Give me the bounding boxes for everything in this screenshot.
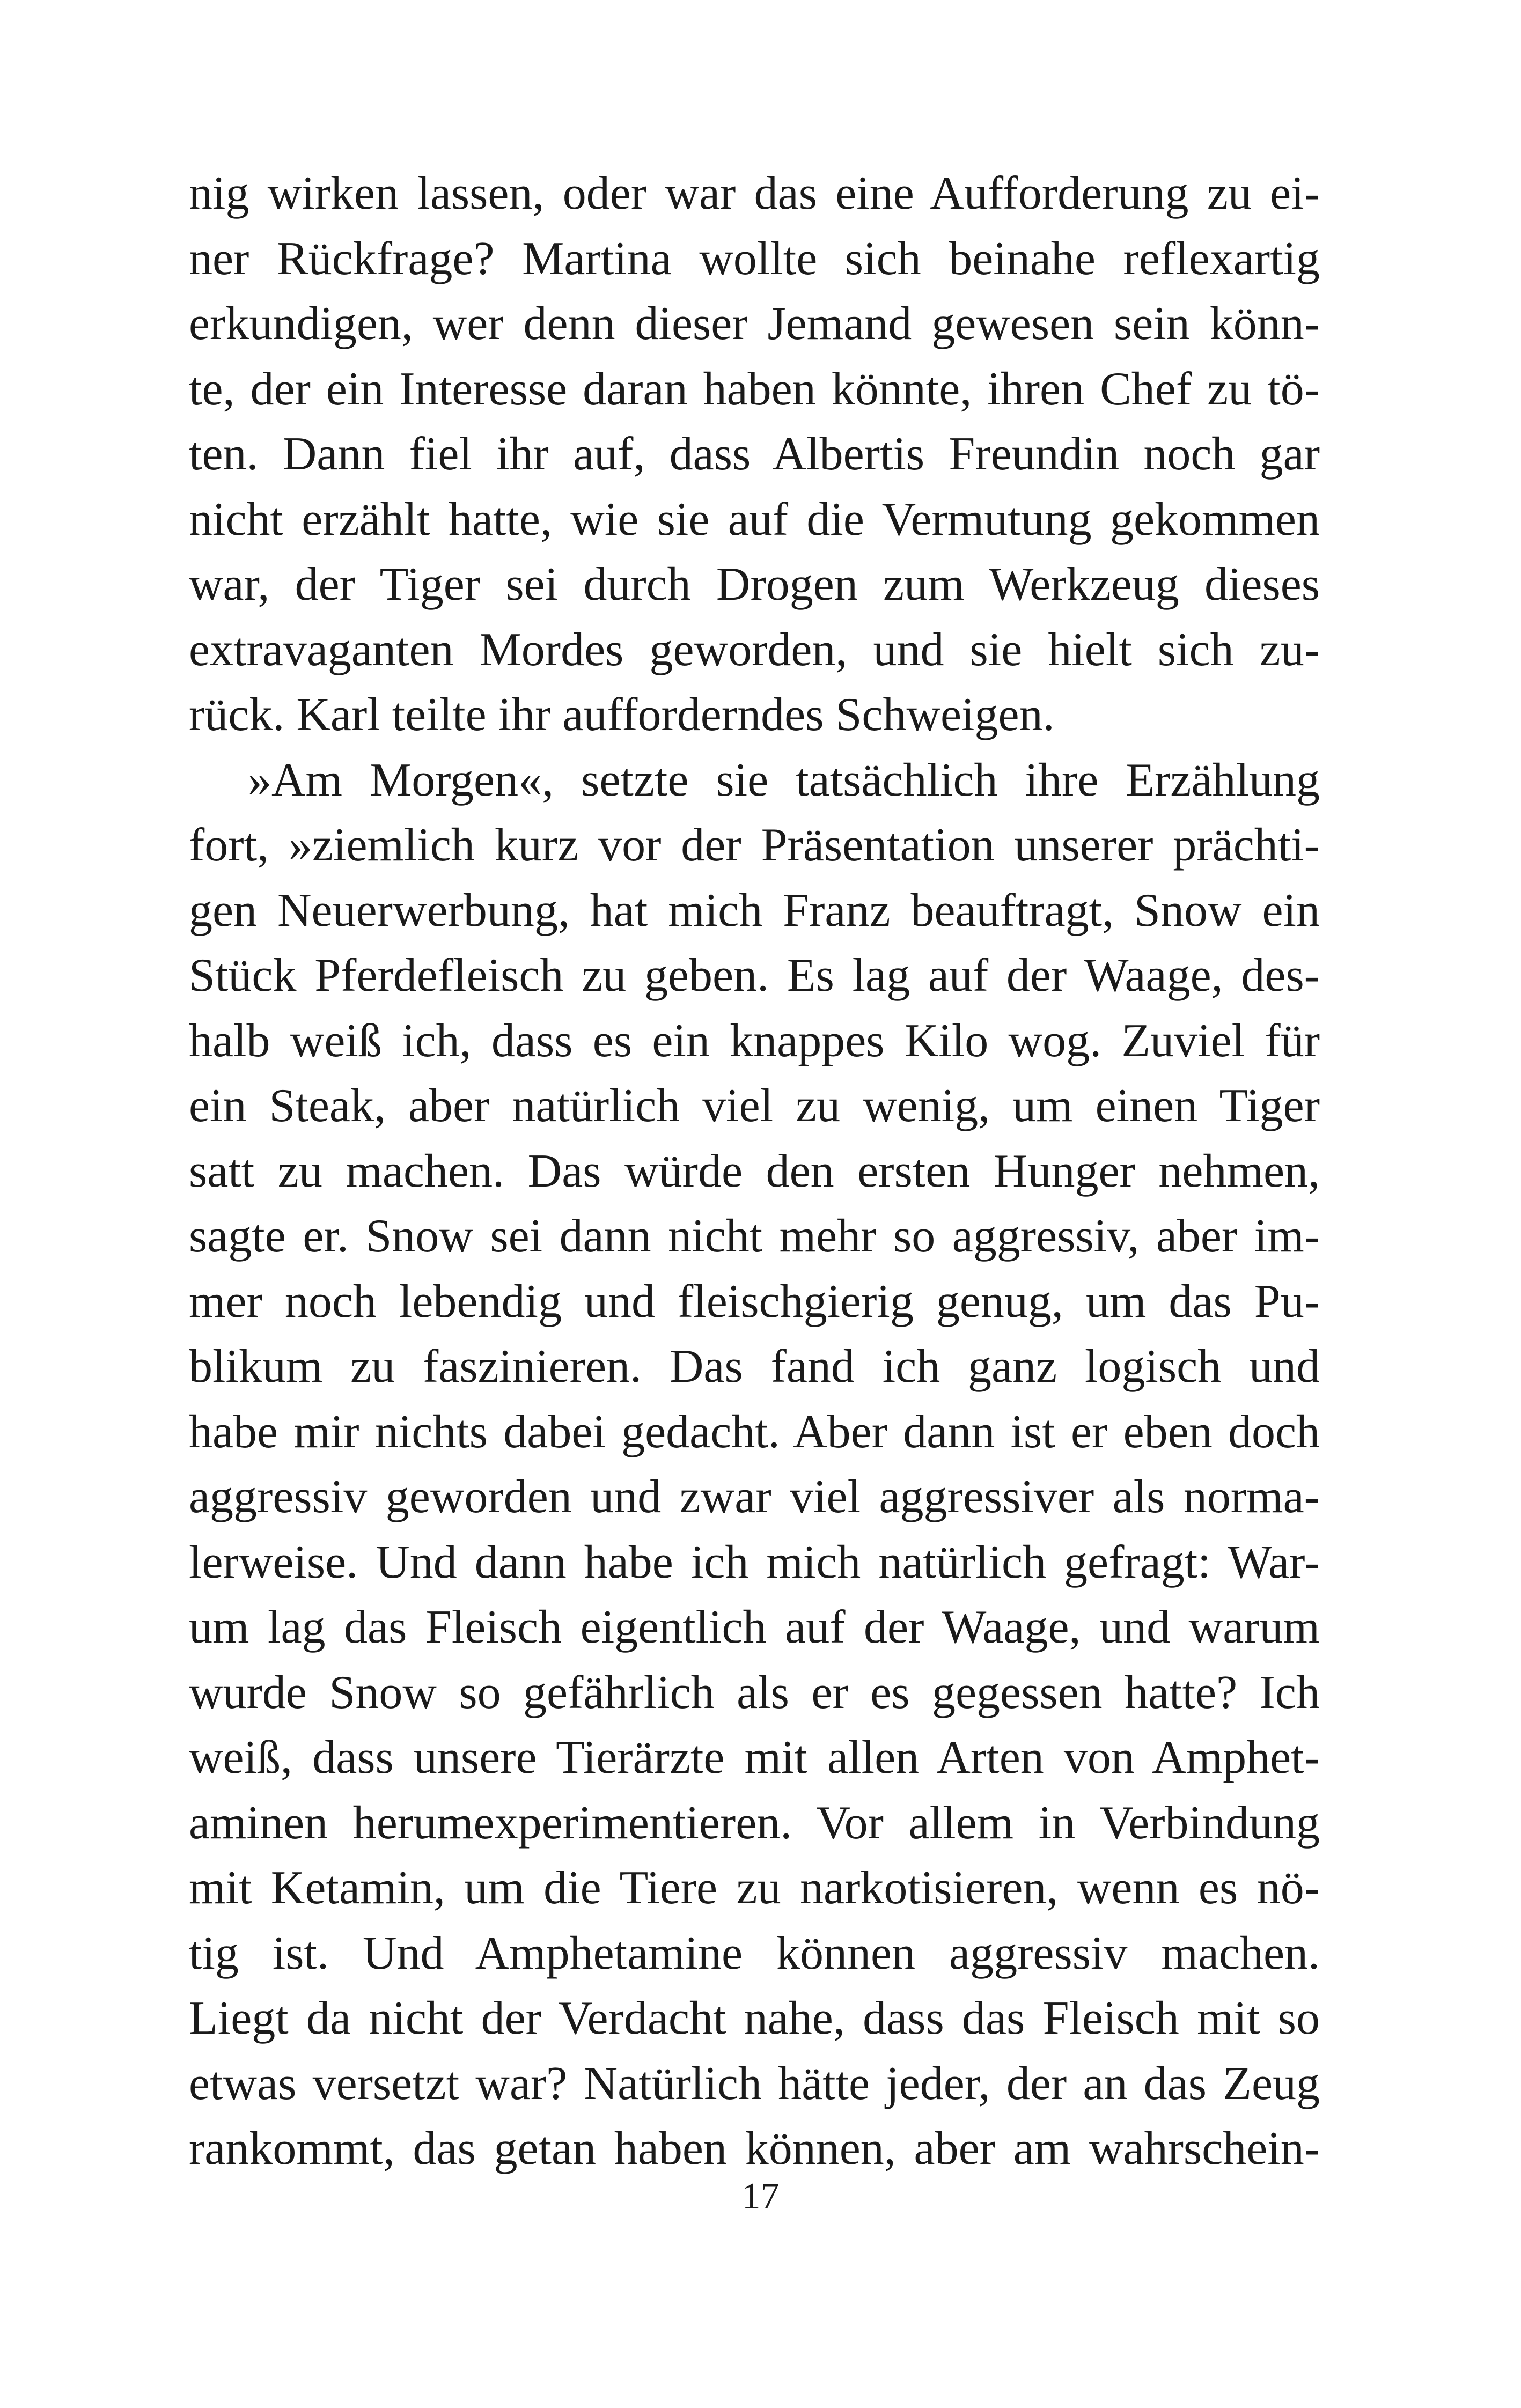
text-line: sagte er. Snow sei dann nicht mehr so aggressiv, aber im- <box>189 1210 1320 1262</box>
text-line: Stück Pferdefleisch zu geben. Es lag auf der Waage, des- <box>189 949 1320 1002</box>
text-line: satt zu machen. Das würde den ersten Hunger nehmen, <box>189 1145 1320 1197</box>
text-line: Liegt da nicht der Verdacht nahe, dass das Fleisch mit so <box>189 1992 1320 2044</box>
text-line: ner Rückfrage? Martina wollte sich beinahe reflexartig <box>189 232 1320 285</box>
text-line: te, der ein Interesse daran haben könnte, ihren Chef zu tö- <box>189 363 1320 415</box>
text-line: »Am Morgen«, setzte sie tatsächlich ihre Erzählung <box>248 754 1320 806</box>
text-line: tig ist. Und Amphetamine können aggressiv machen. <box>189 1927 1320 1979</box>
text-line: lerweise. Und dann habe ich mich natürlich gefragt: War- <box>189 1536 1320 1588</box>
paragraph-2 <box>189 748 1320 2182</box>
text-line: rück. Karl teilte ihr aufforderndes Schweigen. <box>189 689 1055 741</box>
page-number: 17 <box>741 2176 780 2217</box>
text-line: mer noch lebendig und fleischgierig genug, um das Pu- <box>189 1275 1320 1328</box>
text-line: fort, »ziemlich kurz vor der Präsentation unserer prächti- <box>189 819 1320 871</box>
text-line: mit Ketamin, um die Tiere zu narkotisieren, wenn es nö- <box>189 1862 1320 1914</box>
text-line: ein Steak, aber natürlich viel zu wenig, um einen Tiger <box>189 1080 1320 1132</box>
text-line: wurde Snow so gefährlich als er es gegessen hatte? Ich <box>189 1666 1320 1719</box>
text-line: aggressiv geworden und zwar viel aggressiver als norma- <box>189 1471 1320 1523</box>
text-line: blikum zu faszinieren. Das fand ich ganz logisch und <box>189 1341 1320 1393</box>
text-line: habe mir nichts dabei gedacht. Aber dann ist er eben doch <box>189 1405 1320 1458</box>
text-line: erkundigen, wer denn dieser Jemand gewesen sein könn- <box>189 298 1320 350</box>
text-line: war, der Tiger sei durch Drogen zum Werkzeug dieses <box>189 558 1320 610</box>
text-line: gen Neuerwerbung, hat mich Franz beauftragt, Snow ein <box>189 884 1320 937</box>
text-line: etwas versetzt war? Natürlich hätte jeder, der an das Zeug <box>189 2057 1320 2110</box>
text-line: halb weiß ich, dass es ein knappes Kilo wog. Zuviel für <box>189 1014 1320 1067</box>
text-line: extravaganten Mordes geworden, und sie hielt sich zu- <box>189 623 1320 676</box>
text-line: um lag das Fleisch eigentlich auf der Waage, und warum <box>189 1601 1320 1653</box>
text-line: weiß, dass unsere Tierärzte mit allen Arten von Amphet- <box>189 1732 1320 1784</box>
text-line: nig wirken lassen, oder war das eine Aufforderung zu ei- <box>189 167 1320 219</box>
text-line: nicht erzählt hatte, wie sie auf die Vermutung gekommen <box>189 493 1320 546</box>
text-line: aminen herumexperimentieren. Vor allem in Verbindung <box>189 1796 1320 1849</box>
text-line: rankommt, das getan haben können, aber am wahrschein- <box>189 2123 1320 2175</box>
paragraph-1 <box>189 161 1320 748</box>
body-text <box>189 161 1320 2182</box>
text-line: ten. Dann fiel ihr auf, dass Albertis Freundin noch gar <box>189 428 1320 480</box>
